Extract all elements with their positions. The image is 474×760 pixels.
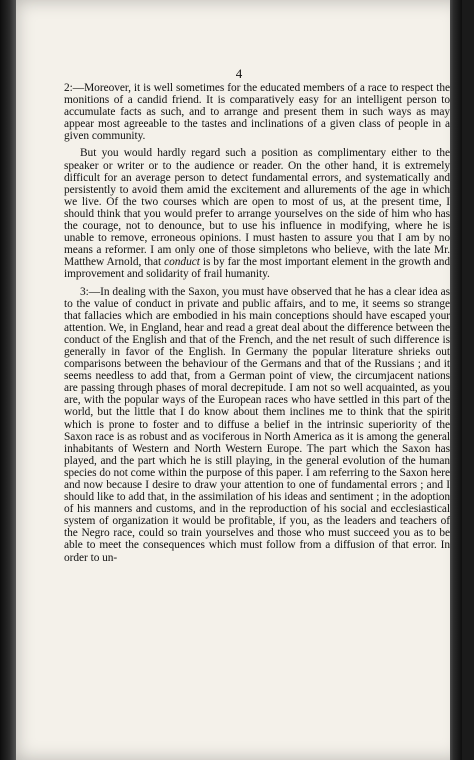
paragraph-text: is by far the most important element in the growth and improvement and solidarity of frail humanity. xyxy=(64,256,451,281)
page-number: 4 xyxy=(235,66,243,81)
paragraph-3: 3:—In dealing with the Saxon, you must have observed that he has a clear idea as to the value of conduct in private and public affairs, and to me, it seems so strange that fallacies which are embodied in his main conceptions should have escaped your attention. We, in England, hear and read a great deal about the difference between the conduct of the English and that of the French, and the net result of such difference is generally in favor of the English. In Germany the popular literature shrieks out comparisons between the behaviour of the Germans and that of the Russians ; and it seems needless to add that, from a German point of view, the circumjacent nations are passing through phases of moral decrepitude. I am not so well acquainted, as you are, with the popular ways of the European races who have settled in this part of the world, but the little that I do know about them inclines me to think that the spirit which is prone to foster and to diffuse a belief in the intrinsic superiority of the Saxon race is as robust and as vociferous in North America as it is among the general inhabitants of Western and North Western Europe. The part which the Saxon has played, and the part which he is still playing, in the general evolution of the human species do not come within the purpose of this paper. I am referring to the Saxon here and now because I desire to draw your attention to one of fundamental errors ; and I should like to add that, in the assimilation of his ideas and sentiment ; in the adoption of his manners and customs, and in the reproduction of his social and ecclesiastical system of organization it would be profitable, if you, as the leaders and teachers of the Negro race, could so train yourselves and those who must succeed you as to be able to meet the consequences which must follow from a diffusion of that error. In order to un- xyxy=(64,285,450,564)
paragraph-2-continued xyxy=(64,147,450,280)
body-text xyxy=(64,82,450,569)
paragraph-2: 2:—Moreover, it is well sometimes for the educated members of a race to respect the monitions of a candid friend. It is comparatively easy for an intelligent person to accumulate facts as such, and to arrange and present them in such ways as may appear most agreeable to the tastes and inclinations of a given class of people in a given community. xyxy=(64,82,450,143)
document-page xyxy=(16,0,462,760)
paragraph-text: But you would hardly regard such a position as complimentary either to the speaker or writer or to the audience or reader. On the other hand, it is extremely difficult for an average person to detect fundamental errors, and systematically and persistently to avoid them amid the excitement and allurements of the age in which we live. Of the two courses which are open to most of us, at the present time, I should think that you would prefer to arrange yourselves on the side of him who has the courage, not to denounce, but to use his influence in modifying, where he is unable to remove, erroneous opinions. I must hasten to assure you that I am by no means a reformer. I am only one of those simpletons who believe, with the late Mr. Matthew Arnold, that xyxy=(64,147,450,269)
binding-shadow-right xyxy=(450,0,462,760)
emphasized-word: conduct xyxy=(164,256,200,269)
binding-shadow-left xyxy=(0,0,16,760)
